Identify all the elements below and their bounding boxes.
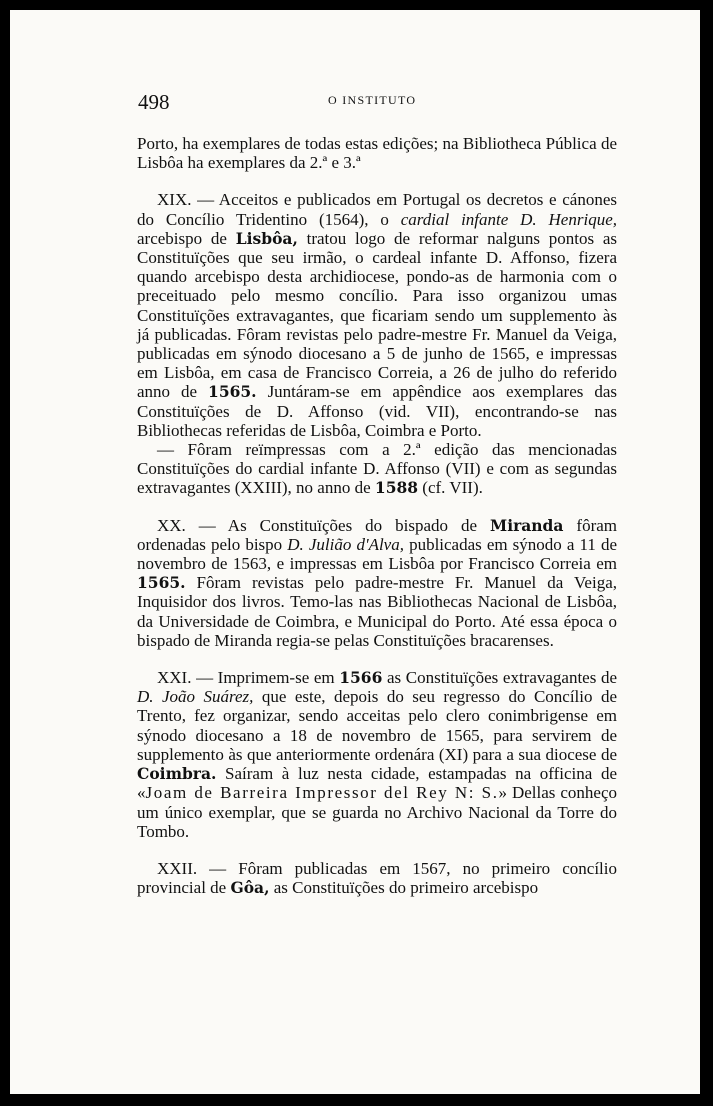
page-header bbox=[10, 88, 700, 118]
body-text bbox=[137, 134, 617, 897]
paragraph-xxii: XXII. — Fôram publicadas em 1567, no primeiro concílio provincial de Gôa, as Constituïções do primeiro arcebispo bbox=[137, 858, 617, 898]
paragraph-xix-reprint: — Fôram reïmpressas com a 2.ª edição das mencionadas Constituïções do cardial infante D. Affonso (VII) e com as segundas extravagantes (XXIII), no anno de 1588 (cf. VII). bbox=[137, 440, 617, 498]
book-page bbox=[10, 10, 700, 1094]
paragraph-xix: XIX. — Acceitos e publicados em Portugal os decretos e cánones do Concílio Tridentino (1564), o cardial infante D. Henrique, arcebispo de Lisbôa, tratou logo de reformar nalguns pontos as Constituïções que seu irmão, o cardeal infante D. Affonso, fizera quando arcebispo desta archidiocese, pondo-as de harmonia com o preceituado pelo mesmo concílio. Para isso organizou umas Constituïções extravagantes, que ficariam sendo um supplemento às já publicadas. Fôram revistas pelo padre-mestre Fr. Manuel da Veiga, publicadas em sýnodo diocesano a 5 de junho de 1565, e impressas em Lisbôa, em casa de Francisco Correia, a 26 de julho do referido anno de 1565. Juntáram-se em appêndice aos exemplares das Constituïções de D. Affonso (vid. VII), encontrando-se nas Bibliothecas referidas de Lisbôa, Coimbra e Porto. bbox=[137, 190, 617, 440]
paragraph-continuation: Porto, ha exemplares de todas estas edições; na Bibliotheca Pública de Lisbôa ha exemplares da 2.ª e 3.ª bbox=[137, 134, 617, 173]
running-head: O INSTITUTO bbox=[328, 93, 417, 107]
paragraph-xx: XX. — As Constituïções do bispado de Miranda fôram ordenadas pelo bispo D. Julião d'Alva, publicadas em sýnodo a 11 de novembro de 1563, e impressas em Lisbôa por Francisco Correia em 1565. Fôram revistas pelo padre-mestre Fr. Manuel da Veiga, Inquisidor dos livros. Temo-las nas Bibliothecas Nacional de Lisbôa, da Universidade de Coimbra, e Municipal do Porto. Até essa época o bispado de Miranda regia-se pelas Constituïções bracarenses. bbox=[137, 515, 617, 650]
page-number: 498 bbox=[138, 90, 170, 114]
paragraph-xxi: XXI. — Imprimem-se em 1566 as Constituïções extravagantes de D. João Suárez, que este, depois do seu regresso do Concílio de Trento, fez organizar, sendo acceitas pelo clero conimbrigense em sýnodo diocesano a 18 de novembro de 1565, para servirem de supplemento às que anteriormente ordenára (XI) para a sua diocese de Coimbra. Saíram à luz nesta cidade, estampadas na officina de «Joam de Barreira Impressor del Rey N: S.» Dellas conheço um único exemplar, que se guarda no Archivo Nacional da Torre do Tombo. bbox=[137, 668, 618, 841]
